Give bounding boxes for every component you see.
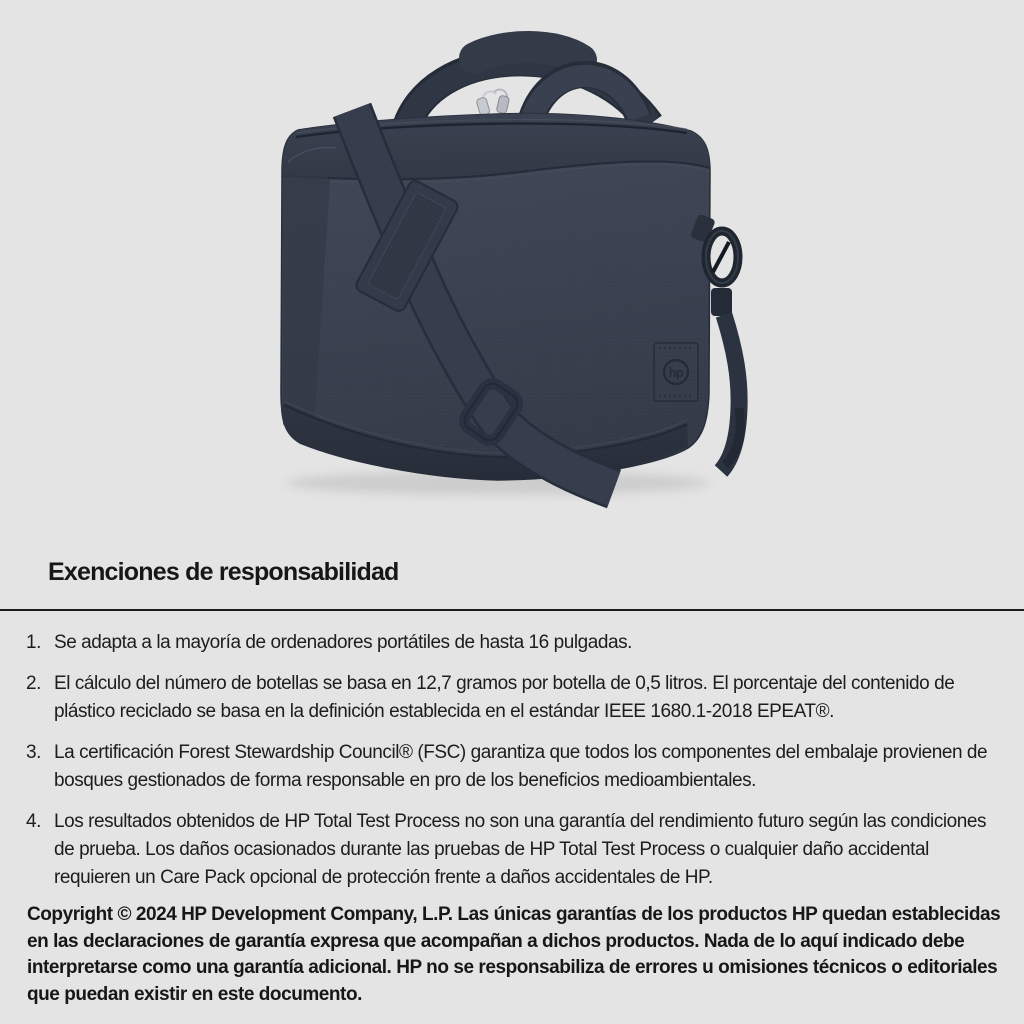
disclaimer-item-4 [26,808,1002,892]
divider-line [0,609,1024,611]
disclaimer-item-1 [26,629,1002,657]
disclaimer-text: La certificación Forest Stewardship Council® (FSC) garantiza que todos los componentes del embalaje provienen de bosques gestionados de forma responsable en pro de los beneficios medioambientales. [54,742,988,791]
disclaimer-number: 2. [26,673,41,694]
zipper-pull [476,90,510,116]
product-image [240,10,780,515]
disclaimer-number: 4. [26,811,41,832]
disclaimer-number: 1. [26,632,41,653]
disclaimer-item-3 [26,739,1002,795]
page-title: Exenciones de responsabilidad [48,558,399,586]
disclaimer-item-2 [26,670,1002,726]
disclaimer-text: El cálculo del número de botellas se basa en 12,7 gramos por botella de 0,5 litros. El porcentaje del contenido de plástico reciclado se basa en la definición establecida en el estándar IEEE 1680.1-2018 EPEAT®. [54,673,955,722]
disclaimer-number: 3. [26,742,41,763]
laptop-bag-illustration [240,10,780,515]
hp-logo-text: hp [668,366,684,380]
disclaimer-text: Se adapta a la mayoría de ordenadores portátiles de hasta 16 pulgadas. [54,632,632,653]
disclaimer-text: Los resultados obtenidos de HP Total Test Process no son una garantía del rendimiento futuro según las condiciones de prueba. Los daños ocasionados durante las pruebas de HP Total Test Process o cualquier daño accidental requieren un Care Pack opcional de protección frente a daños accidentales de HP. [54,811,987,888]
disclaimer-list [26,629,1002,905]
copyright-text: Copyright © 2024 HP Development Company, L.P. Las únicas garantías de los productos HP quedan establecidas en las declaraciones de garantía expresa que acompañan a dichos productos. Nada de lo aquí indicado debe interpretarse como una garantía adicional. HP no se responsabiliza de errores u omisiones técnicos o editoriales que puedan existir en este documento. [27,904,1001,1005]
